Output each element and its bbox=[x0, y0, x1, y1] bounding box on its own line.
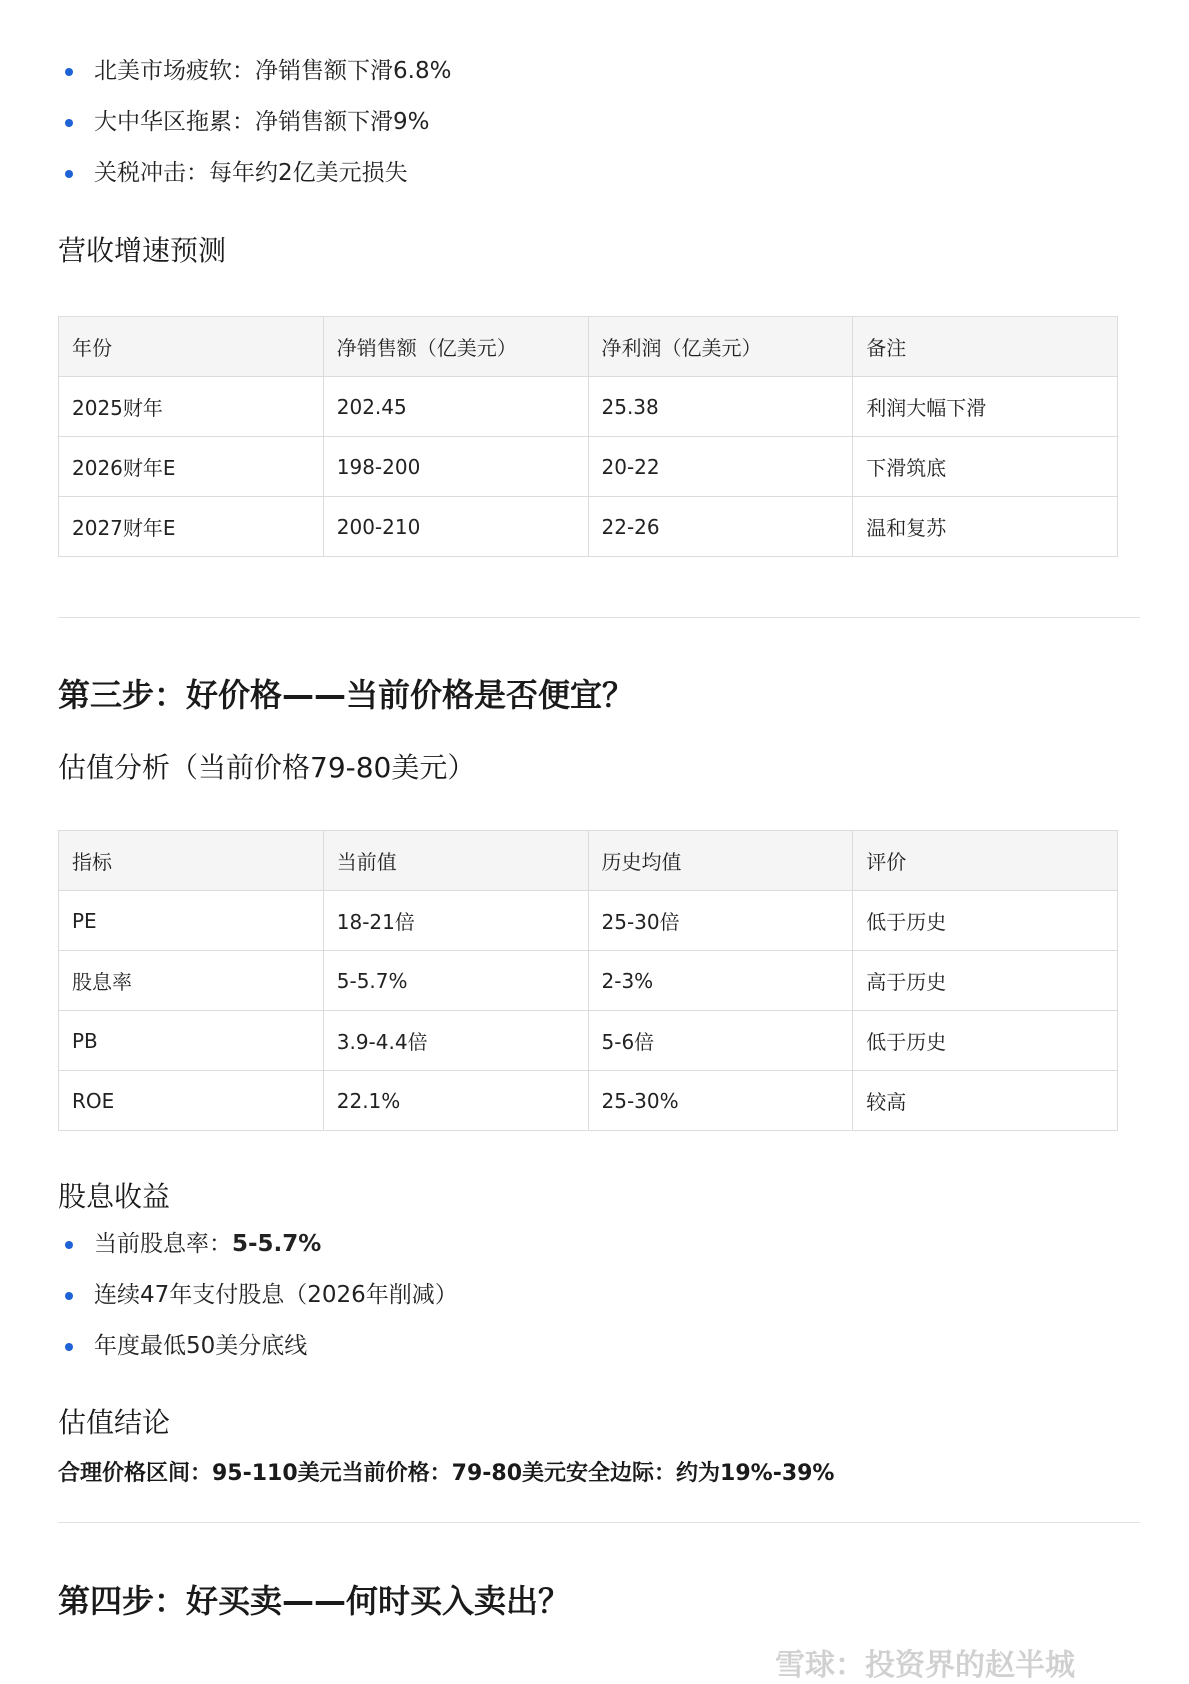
table-cell: 18-21倍 bbox=[323, 891, 588, 951]
table-cell: 2025财年 bbox=[59, 377, 324, 437]
table-cell: 股息率 bbox=[59, 951, 324, 1011]
table-cell: 5-5.7% bbox=[323, 951, 588, 1011]
valuation-heading: 估值分析（当前价格79-80美元） bbox=[58, 751, 476, 784]
table-cell: 2026财年E bbox=[59, 437, 324, 497]
dividend-yield-value: 5-5.7% bbox=[232, 1231, 322, 1257]
table-header-cell: 净利润（亿美元） bbox=[588, 317, 853, 377]
table-row bbox=[59, 1071, 1118, 1131]
revenue-table bbox=[58, 316, 1118, 557]
table-cell: 利润大幅下滑 bbox=[853, 377, 1118, 437]
table-cell: 20-22 bbox=[588, 437, 853, 497]
table-row bbox=[59, 437, 1118, 497]
table-cell: 3.9-4.4倍 bbox=[323, 1011, 588, 1071]
dividend-yield-label: 当前股息率： bbox=[94, 1231, 232, 1257]
table-header-cell: 年份 bbox=[59, 317, 324, 377]
table-row bbox=[59, 951, 1118, 1011]
table-cell: 高于历史 bbox=[853, 951, 1118, 1011]
table-row bbox=[59, 377, 1118, 437]
valuation-table bbox=[58, 830, 1118, 1131]
table-row bbox=[59, 497, 1118, 557]
step3-heading: 第三步：好价格——当前价格是否便宜？ bbox=[58, 676, 635, 714]
list-item: 北美市场疲软：净销售额下滑6.8% bbox=[58, 46, 451, 97]
table-header-cell: 当前值 bbox=[323, 831, 588, 891]
table-header-cell: 评价 bbox=[853, 831, 1118, 891]
table-cell: 5-6倍 bbox=[588, 1011, 853, 1071]
table-cell: 200-210 bbox=[323, 497, 588, 557]
table-header-cell: 指标 bbox=[59, 831, 324, 891]
table-cell: 2-3% bbox=[588, 951, 853, 1011]
table-header-cell: 净销售额（亿美元） bbox=[323, 317, 588, 377]
table-cell: 25-30倍 bbox=[588, 891, 853, 951]
section-divider bbox=[58, 617, 1140, 618]
table-header-row bbox=[59, 831, 1118, 891]
list-item: 关税冲击：每年约2亿美元损失 bbox=[58, 148, 451, 199]
table-cell: 25.38 bbox=[588, 377, 853, 437]
table-row bbox=[59, 1011, 1118, 1071]
table-cell: 温和复苏 bbox=[853, 497, 1118, 557]
table-header-row bbox=[59, 317, 1118, 377]
table-cell: 22-26 bbox=[588, 497, 853, 557]
table-header-cell: 历史均值 bbox=[588, 831, 853, 891]
list-item: 大中华区拖累：净销售额下滑9% bbox=[58, 97, 451, 148]
list-item bbox=[58, 1219, 458, 1270]
table-cell: 198-200 bbox=[323, 437, 588, 497]
table-cell: 2027财年E bbox=[59, 497, 324, 557]
section-divider bbox=[58, 1522, 1140, 1523]
table-cell: 下滑筑底 bbox=[853, 437, 1118, 497]
table-cell: ROE bbox=[59, 1071, 324, 1131]
list-item: 连续47年支付股息（2026年削减） bbox=[58, 1270, 458, 1321]
dividend-heading: 股息收益 bbox=[58, 1180, 171, 1213]
table-cell: PB bbox=[59, 1011, 324, 1071]
table-header-cell: 备注 bbox=[853, 317, 1118, 377]
valuation-conclusion-text: 合理价格区间：95-110美元当前价格：79-80美元安全边际：约为19%-39% bbox=[58, 1461, 835, 1486]
revenue-forecast-heading: 营收增速预测 bbox=[58, 234, 227, 267]
table-cell: 低于历史 bbox=[853, 1011, 1118, 1071]
table-cell: 低于历史 bbox=[853, 891, 1118, 951]
watermark-text: 雪球：投资界的赵半城 bbox=[775, 1648, 1075, 1683]
table-row bbox=[59, 891, 1118, 951]
list-item: 年度最低50美分底线 bbox=[58, 1321, 458, 1372]
table-cell: 25-30% bbox=[588, 1071, 853, 1131]
table-cell: 22.1% bbox=[323, 1071, 588, 1131]
table-cell: 202.45 bbox=[323, 377, 588, 437]
table-cell: 较高 bbox=[853, 1071, 1118, 1131]
dividend-bullet-list bbox=[58, 1219, 458, 1372]
intro-bullet-list bbox=[58, 46, 451, 199]
valuation-conclusion-heading: 估值结论 bbox=[58, 1406, 171, 1439]
watermark bbox=[775, 1640, 1075, 1684]
table-cell: PE bbox=[59, 891, 324, 951]
step4-heading: 第四步：好买卖——何时买入卖出？ bbox=[58, 1582, 571, 1620]
